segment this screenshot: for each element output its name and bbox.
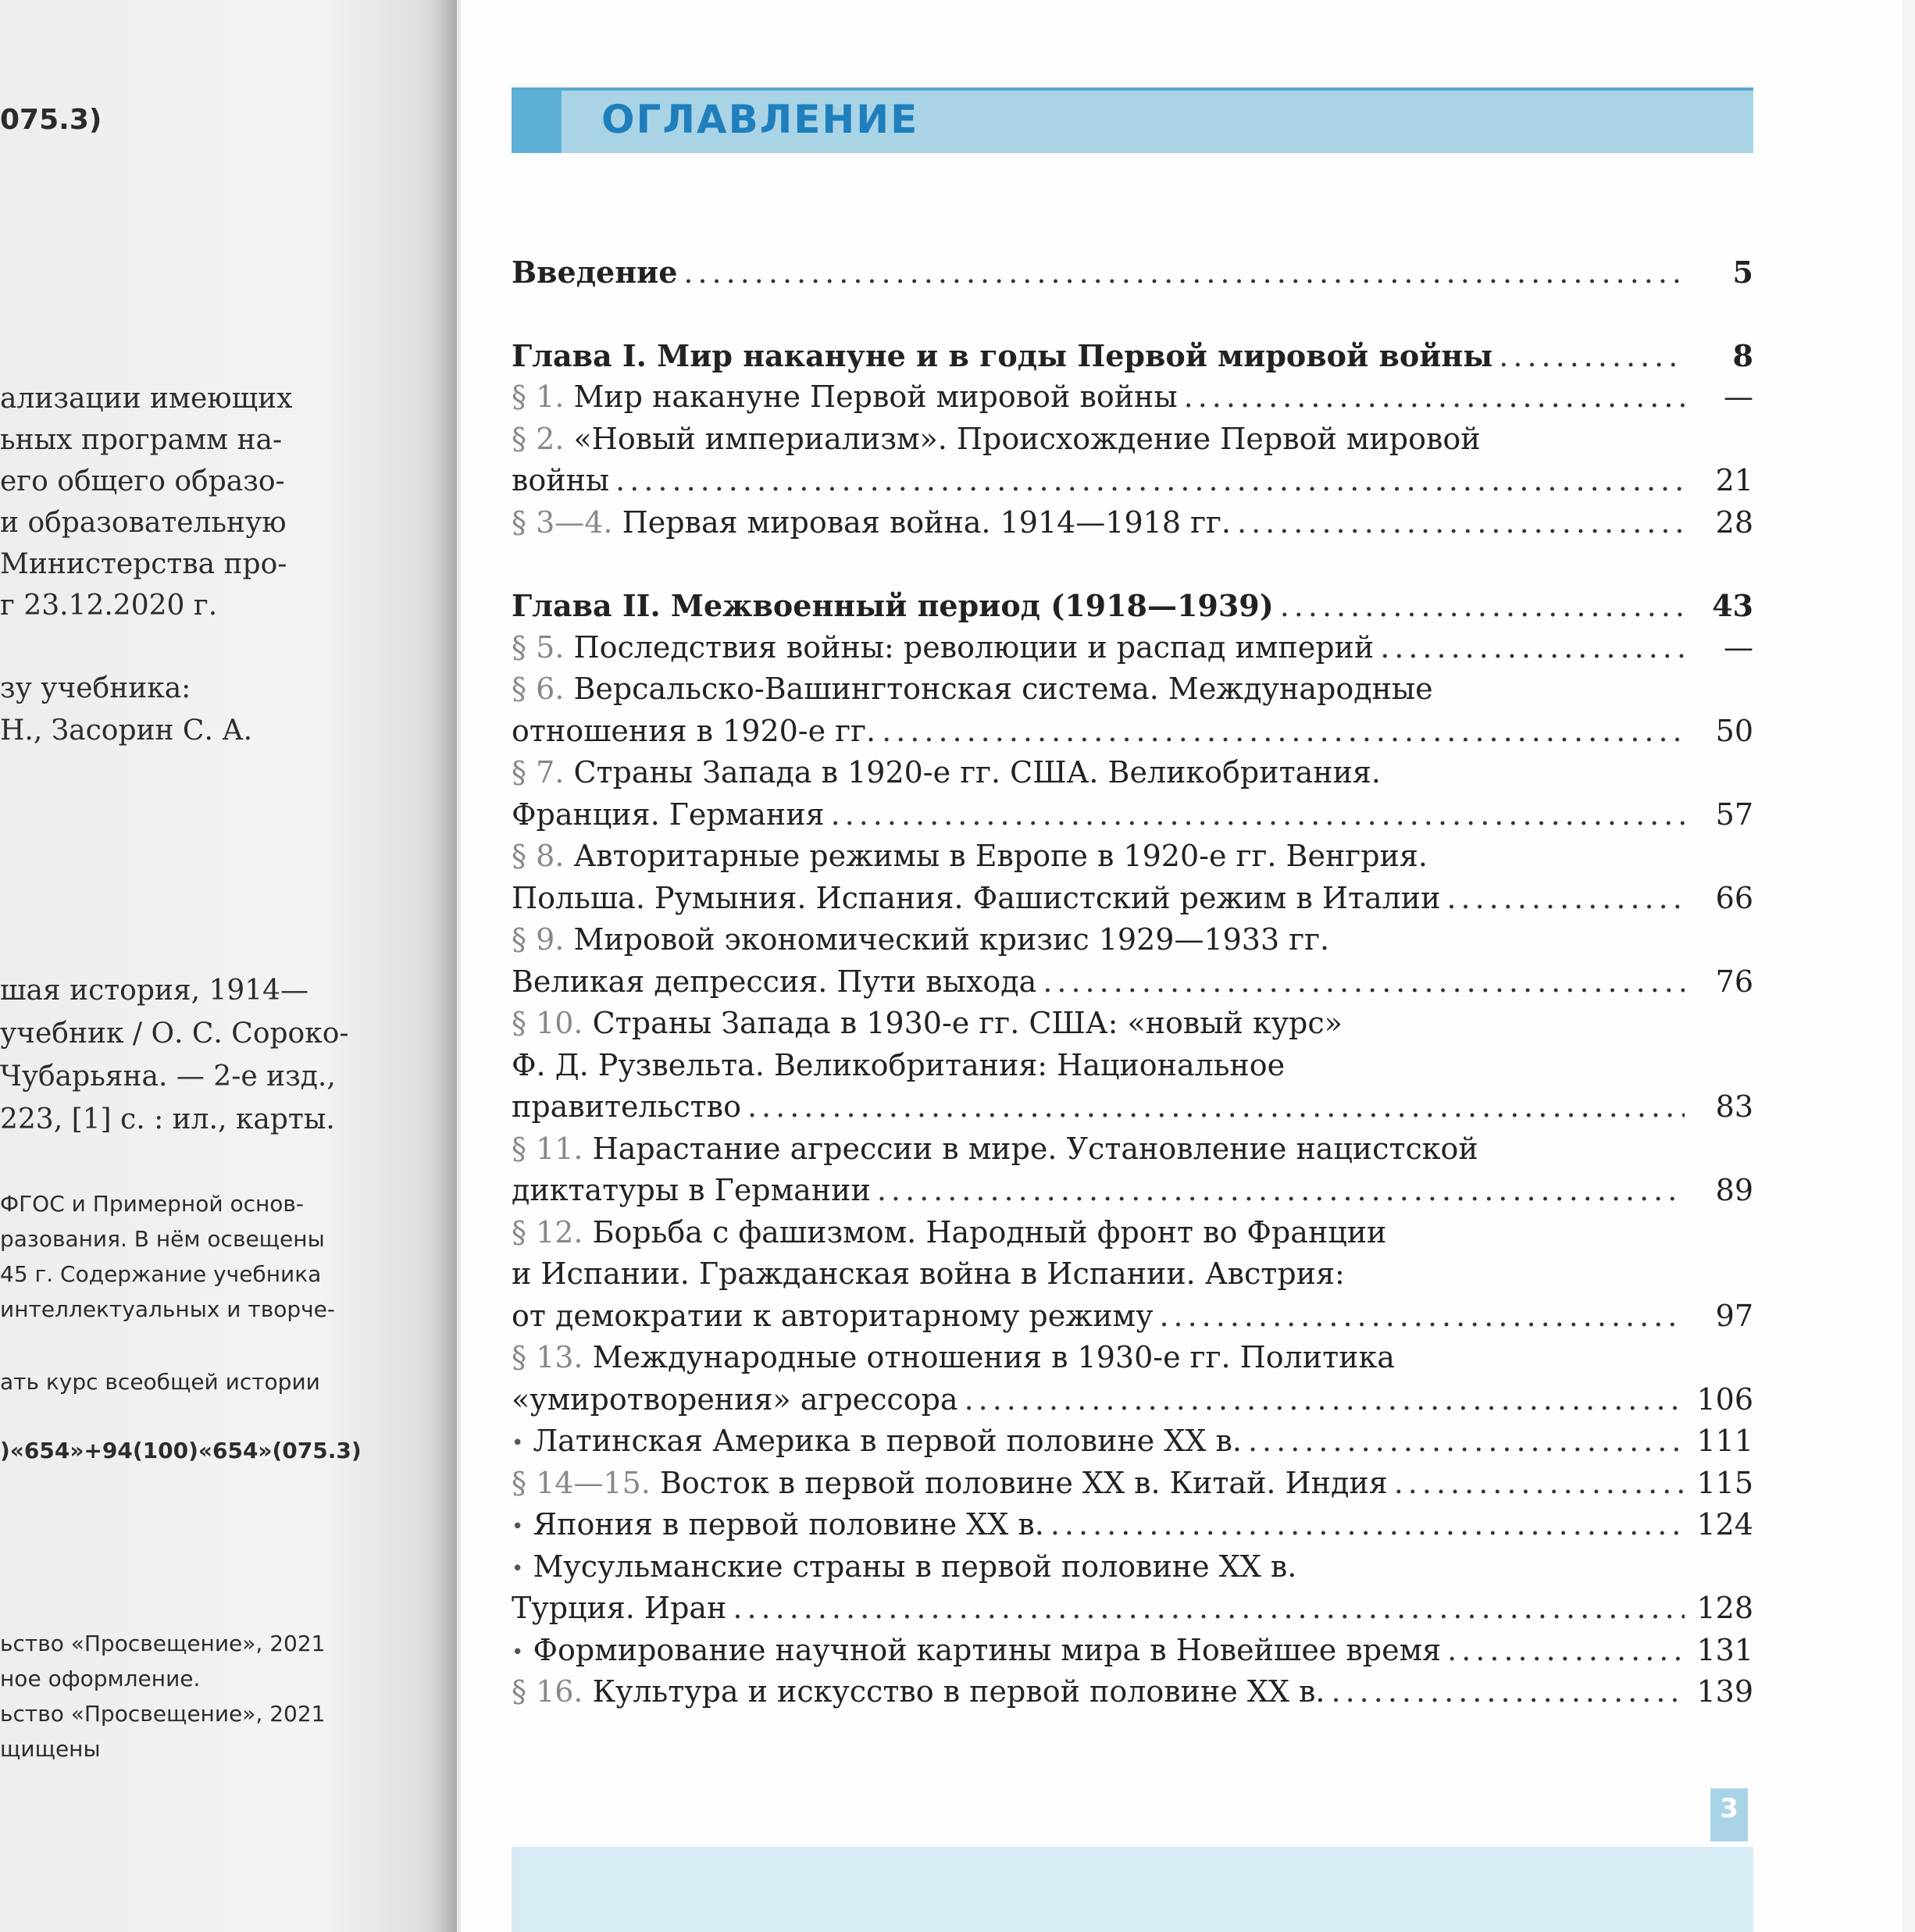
toc-entry-title (512, 1337, 1395, 1379)
toc-entry-text: войны (512, 463, 610, 497)
left-fragment: ализации имеющих (0, 383, 293, 415)
toc-row[interactable] (512, 1546, 1753, 1588)
toc-entry-text: Франция. Германия (512, 797, 825, 832)
toc-page-number: 115 (1696, 1465, 1753, 1500)
toc-entry-title (512, 1671, 1325, 1713)
toc-row[interactable] (512, 1630, 1753, 1672)
section-marker: § 8. (512, 839, 565, 873)
toc-entry-title (512, 1170, 871, 1212)
section-marker: § 1. (512, 380, 565, 414)
toc-page-number: 139 (1696, 1674, 1753, 1709)
dot-leader (1447, 1630, 1685, 1672)
section-marker: § 6. (512, 672, 565, 706)
section-marker: § 3—4. (512, 504, 613, 540)
toc-entry-title (512, 1086, 741, 1128)
toc-page-number: 89 (1715, 1173, 1753, 1207)
toc-entry-title (512, 419, 1481, 461)
toc-page-number: — (1724, 629, 1753, 665)
toc-page-number: 76 (1715, 964, 1753, 999)
toc-row[interactable] (512, 1671, 1753, 1713)
toc-entry-title (512, 919, 1329, 961)
toc-row[interactable] (512, 1379, 1753, 1421)
toc-entry-title (512, 251, 677, 294)
toc-entry-text: Япония в первой половине XX в. (533, 1507, 1044, 1542)
toc-entry-text: Первая мировая война. 1914—1918 гг. (622, 504, 1231, 540)
toc-entry-text: Борьба с фашизмом. Народный фронт во Франции (592, 1214, 1387, 1249)
left-fragment: ать курс всеобщей истории (0, 1369, 320, 1395)
dot-leader (1248, 1420, 1685, 1463)
toc-entry-title (512, 1045, 1285, 1087)
toc-gap (512, 294, 1753, 335)
bullet-marker: • (512, 1431, 524, 1455)
left-fragment: Министерства про- (0, 548, 287, 580)
toc-gap (512, 544, 1753, 585)
toc-page-number: 66 (1715, 880, 1753, 915)
bullet-marker: • (512, 1640, 524, 1664)
toc-entry-text: Формирование научной картины мира в Новейшее время (533, 1632, 1442, 1667)
dot-leader (831, 794, 1685, 836)
dot-leader (877, 1170, 1685, 1212)
toc-entry-text: Мировой экономический кризис 1929—1933 гг. (573, 922, 1330, 957)
dot-leader (1237, 502, 1685, 544)
left-fragment: )«654»+94(100)«654»(075.3) (0, 1438, 362, 1463)
toc-entry-text: Мир накануне Первой мировой войны (573, 380, 1178, 414)
left-fragment: зу учебника: (0, 672, 191, 704)
toc-chapter-row[interactable] (512, 335, 1753, 377)
toc-row[interactable] (512, 627, 1753, 669)
toc-page-number: — (1724, 380, 1753, 414)
toc-row[interactable] (512, 376, 1753, 419)
toc-row[interactable] (512, 502, 1753, 544)
left-fragment: его общего образо- (0, 465, 285, 497)
section-marker: § 10. (512, 1006, 583, 1040)
bullet-marker: • (512, 1556, 524, 1581)
toc-entry-text: диктатуры в Германии (512, 1173, 871, 1207)
toc-entry-title (512, 335, 1492, 377)
left-fragment: интеллектуальных и творче- (0, 1296, 335, 1322)
toc-entry-title (512, 711, 875, 753)
toc-entry-text: «Новый империализм». Происхождение Первой мировой (573, 421, 1481, 456)
dot-leader (1332, 1671, 1685, 1713)
toc-row[interactable] (512, 1463, 1753, 1505)
toc-entry-title (512, 1588, 726, 1630)
dot-leader (1394, 1463, 1685, 1505)
dot-leader (882, 711, 1685, 753)
toc-entry-text: Международные отношения в 1930-е гг. Политика (592, 1340, 1395, 1374)
left-fragment: шая история, 1914— (0, 975, 309, 1007)
toc-row[interactable] (512, 794, 1753, 836)
toc-page-number: 50 (1715, 713, 1753, 748)
toc-entry-text: Великая депрессия. Пути выхода (512, 964, 1037, 999)
toc-page-number: 5 (1732, 255, 1753, 290)
toc-entry-title (512, 1128, 1478, 1171)
toc-row[interactable] (512, 752, 1753, 794)
toc-entry-title (512, 585, 1274, 627)
toc-entry-title (512, 1253, 1345, 1296)
section-marker: § 16. (512, 1674, 583, 1709)
toc-entry-title (512, 668, 1433, 711)
dot-leader (1499, 336, 1685, 378)
toc-entry-title (512, 1379, 958, 1421)
page-title: ОГЛАВЛЕНИЕ (601, 97, 919, 142)
left-fragment: 45 г. Содержание учебника (0, 1261, 322, 1287)
section-marker: § 9. (512, 922, 565, 957)
toc-row[interactable] (512, 961, 1753, 1003)
left-fragment: Н., Засорин С. А. (0, 715, 253, 747)
toc-row[interactable] (512, 711, 1753, 753)
dot-leader (1050, 1504, 1685, 1546)
page-edge (1902, 0, 1915, 1932)
left-fragment: ное оформление. (0, 1666, 201, 1691)
toc-row[interactable] (512, 1420, 1753, 1463)
toc-row[interactable] (512, 919, 1753, 961)
toc-page-number: 111 (1696, 1424, 1753, 1458)
dot-leader (1446, 878, 1685, 920)
toc-chapter-row[interactable] (512, 251, 1753, 294)
toc-page-number: 131 (1696, 1632, 1753, 1667)
toc-entry-text: Глава I. Мир накануне и в годы Первой мировой войны (512, 337, 1493, 373)
left-fragment: 223, [1] с. : ил., карты. (0, 1103, 335, 1135)
toc-row[interactable] (512, 836, 1753, 878)
toc-entry-title (512, 752, 1381, 794)
toc-entry-title (512, 1296, 1153, 1338)
left-fragment: разования. В нём освещены (0, 1226, 325, 1252)
dot-leader (733, 1588, 1685, 1630)
bullet-marker: • (512, 1514, 524, 1538)
left-fragment: 075.3) (0, 104, 102, 136)
toc-chapter-row[interactable] (512, 585, 1753, 627)
section-marker: § 12. (512, 1214, 583, 1249)
toc-entry-title (512, 794, 825, 836)
left-page (0, 0, 457, 1932)
left-fragment: ФГОС и Примерной основ- (0, 1191, 305, 1217)
toc-row[interactable] (512, 1588, 1753, 1630)
toc-entry-text: Глава II. Межвоенный период (1918—1939) (512, 588, 1274, 623)
page-number-box (1710, 1788, 1748, 1841)
toc-entry-text: Страны Запада в 1920-е гг. США. Великобритания. (573, 755, 1381, 790)
page-number: 3 (1720, 1793, 1738, 1824)
dot-leader (747, 1086, 1685, 1128)
toc-entry-title (512, 627, 1374, 669)
toc-entry-title (512, 1003, 1343, 1045)
toc-entry-title (512, 1504, 1044, 1548)
toc-row[interactable] (512, 1504, 1753, 1546)
left-fragment: Чубарьяна. — 2-е изд., (0, 1060, 336, 1093)
toc-row[interactable] (512, 1128, 1753, 1171)
left-fragment: щищены (0, 1736, 101, 1762)
left-fragment: ьных программ на- (0, 424, 283, 456)
toc-row[interactable] (512, 460, 1753, 502)
toc-entry-title (512, 460, 609, 502)
toc-row[interactable] (512, 1337, 1753, 1379)
toc-entry-text: Латинская Америка в первой половине XX в. (533, 1424, 1242, 1458)
toc-page-number: 83 (1715, 1089, 1753, 1124)
toc-entry-text: Последствия войны: революции и распад империй (573, 629, 1375, 665)
toc-page-number: 43 (1712, 588, 1753, 623)
toc-entry-text: Страны Запада в 1930-е гг. США: «новый курс» (592, 1006, 1343, 1040)
section-marker: § 2. (512, 421, 565, 456)
dot-leader (615, 460, 1685, 502)
toc-entry-title (512, 961, 1036, 1003)
toc-page-number: 8 (1732, 337, 1753, 373)
toc-entry-title (512, 376, 1178, 419)
toc-entry-text: отношения в 1920-е гг. (512, 713, 876, 748)
toc-entry-text: Ф. Д. Рузвельта. Великобритания: Национальное (512, 1047, 1286, 1082)
toc-entry-title (512, 878, 1440, 920)
dot-leader (1043, 961, 1685, 1003)
left-fragment: ьство «Просвещение», 2021 (0, 1701, 326, 1727)
footer-bar (512, 1847, 1753, 1932)
toc-page-number: 21 (1715, 463, 1753, 497)
toc-entry-text: Турция. Иран (512, 1591, 727, 1625)
toc-entry-title (512, 502, 1231, 544)
toc-entry-text: Нарастание агрессии в мире. Установление нацистской (592, 1131, 1478, 1166)
toc-entry-title (512, 1630, 1441, 1674)
toc-page-number: 124 (1696, 1507, 1753, 1542)
left-fragment: учебник / О. С. Сороко- (0, 1018, 349, 1050)
toc-entry-text: «умиротворения» агрессора (512, 1381, 958, 1417)
toc-page-number: 128 (1696, 1591, 1753, 1625)
section-marker: § 11. (512, 1131, 583, 1166)
left-fragment: ьство «Просвещение», 2021 (0, 1631, 326, 1656)
header-bar (512, 87, 1753, 153)
dot-leader (1159, 1296, 1685, 1338)
toc-entry-text: Введение (512, 255, 678, 290)
toc-row[interactable] (512, 1045, 1753, 1087)
right-page (461, 0, 1915, 1932)
toc-entry-title (512, 1212, 1386, 1254)
toc-page-number: 28 (1715, 504, 1753, 540)
section-marker: § 13. (512, 1340, 583, 1374)
toc-row[interactable] (512, 878, 1753, 920)
toc-row[interactable] (512, 1170, 1753, 1212)
toc-row[interactable] (512, 419, 1753, 461)
toc-entry-text: Восток в первой половине XX в. Китай. Индия (659, 1465, 1388, 1500)
dot-leader (1380, 627, 1685, 669)
header-stripe (512, 91, 562, 153)
section-marker: § 14—15. (512, 1465, 651, 1500)
toc-entry-text: Версальско-Вашингтонская система. Международные (573, 672, 1433, 706)
toc-entry-text: Авторитарные режимы в Европе в 1920-е гг. Венгрия. (573, 839, 1428, 873)
left-fragment: г 23.12.2020 г. (0, 590, 218, 622)
table-of-contents (512, 251, 1753, 1713)
dot-leader (965, 1379, 1685, 1421)
toc-row[interactable] (512, 1296, 1753, 1338)
toc-page-number: 106 (1696, 1381, 1753, 1417)
toc-entry-text: и Испании. Гражданская война в Испании. Австрия: (512, 1257, 1345, 1291)
dot-leader (1184, 376, 1685, 419)
toc-row[interactable] (512, 1212, 1753, 1254)
toc-row[interactable] (512, 668, 1753, 711)
toc-page-number: 97 (1715, 1298, 1753, 1333)
toc-entry-text: Мусульманские страны в первой половине XX в. (533, 1549, 1297, 1584)
dot-leader (1280, 586, 1685, 628)
toc-entry-text: Польша. Румыния. Испания. Фашистский режим в Италии (512, 880, 1441, 915)
toc-entry-title (512, 1463, 1388, 1505)
toc-row[interactable] (512, 1003, 1753, 1045)
section-marker: § 7. (512, 755, 565, 790)
toc-row[interactable] (512, 1086, 1753, 1128)
toc-entry-text: Культура и искусство в первой половине XX в. (592, 1674, 1325, 1709)
toc-entry-title (512, 836, 1428, 878)
toc-entry-title (512, 1420, 1242, 1464)
section-marker: § 5. (512, 629, 565, 665)
toc-entry-text: правительство (512, 1089, 741, 1124)
dot-leader (683, 252, 1685, 294)
toc-entry-title (512, 1546, 1296, 1590)
toc-page-number: 57 (1715, 797, 1753, 832)
left-fragment: и образовательную (0, 507, 287, 539)
toc-row[interactable] (512, 1253, 1753, 1296)
toc-entry-text: от демократии к авторитарному режиму (512, 1298, 1154, 1333)
show-through-cover-print (0, 195, 234, 976)
